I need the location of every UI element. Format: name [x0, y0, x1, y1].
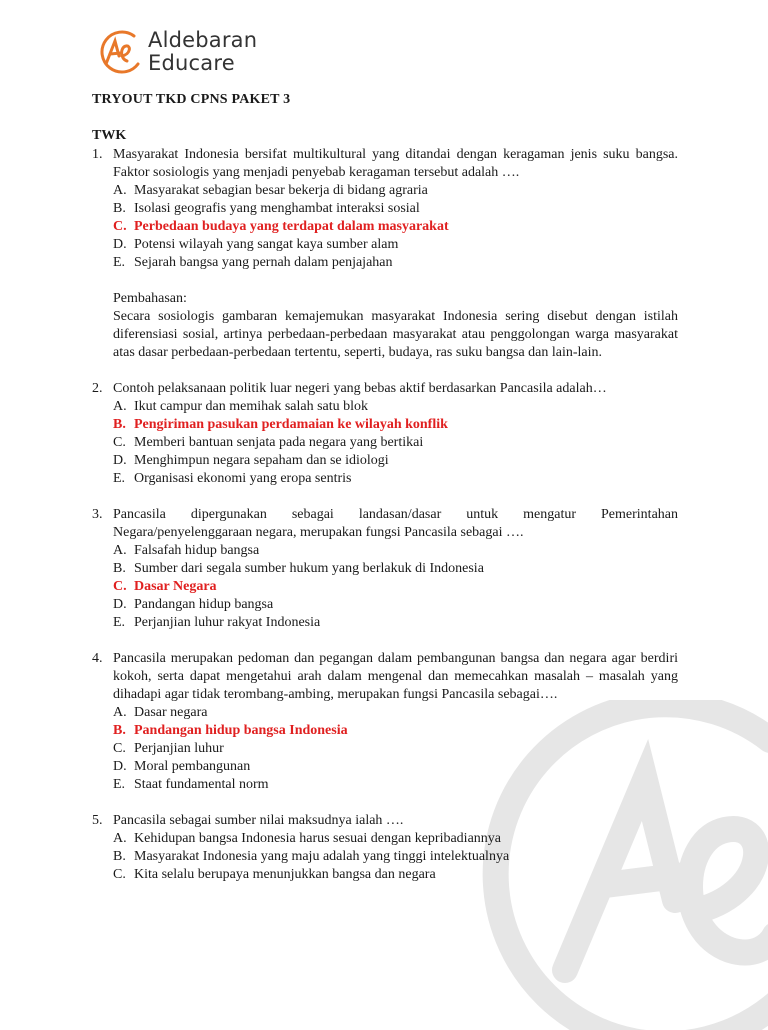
question-block	[92, 650, 678, 794]
option-text: Staat fundamental norm	[134, 777, 269, 792]
spacer	[92, 488, 678, 506]
option-text: Masyarakat sebagian besar bekerja di bidang agraria	[134, 183, 428, 198]
answer-option	[92, 452, 678, 470]
brand-line-1: Aldebaran	[148, 28, 258, 52]
question-text: 4. Pancasila merupakan pedoman dan pegangan dalam pembangunan bangsa dan negara agar berdiri kokoh, serta dapat mengetahui arah dalam mengenal dan memecahkan masalah – masalah yang dihadapi agar tidak terombang-ambing, merupakan fungsi Pancasila sebagai….	[92, 651, 678, 702]
brand-line-2: Educare	[148, 51, 235, 75]
option-list	[92, 542, 678, 632]
option-letter: D.	[113, 597, 127, 612]
option-list	[92, 830, 678, 884]
option-letter: A.	[113, 183, 127, 198]
question-text: 5. Pancasila sebagai sumber nilai maksudnya ialah ….	[92, 813, 404, 828]
option-letter: A.	[113, 705, 127, 720]
answer-option	[92, 542, 678, 560]
option-text: Pandangan hidup bangsa	[134, 597, 274, 612]
option-list	[92, 398, 678, 488]
option-text: Sejarah bangsa yang pernah dalam penjajahan	[134, 255, 393, 270]
question-block	[92, 380, 678, 488]
option-text: Memberi bantuan senjata pada negara yang bertikai	[134, 435, 424, 450]
answer-option	[92, 434, 678, 452]
question-block	[92, 506, 678, 632]
answer-option	[92, 560, 678, 578]
question-block	[92, 146, 678, 362]
option-text: Dasar negara	[134, 705, 208, 720]
option-letter: B.	[113, 417, 126, 432]
question-block	[92, 812, 678, 884]
answer-option	[92, 830, 678, 848]
option-letter: A.	[113, 543, 127, 558]
option-letter: D.	[113, 237, 127, 252]
answer-option	[92, 596, 678, 614]
option-text: Potensi wilayah yang sangat kaya sumber alam	[134, 237, 399, 252]
correct-answer-option	[92, 578, 678, 596]
correct-answer-option	[92, 416, 678, 434]
option-letter: E.	[113, 255, 126, 270]
question-number: 1.	[92, 147, 103, 162]
answer-option	[92, 200, 678, 218]
option-letter: B.	[113, 849, 126, 864]
discussion-text: Secara sosiologis gambaran kemajemukan masyarakat Indonesia sering disebut dengan istilah diferensiasi sosial, artinya perbedaan-perbedaan masyarakat atau penggolongan warga masyarakat atas dasar perbedaan-perbedaan tertentu, seperti, budaya, ras suku bangsa dan lain-lain.	[113, 309, 678, 360]
answer-option	[92, 254, 678, 272]
option-letter: C.	[113, 579, 127, 594]
answer-option	[92, 758, 678, 776]
question-number: 2.	[92, 381, 103, 396]
answer-option	[92, 866, 678, 884]
option-text: Perjanjian luhur rakyat Indonesia	[134, 615, 321, 630]
question-list	[92, 146, 678, 884]
option-list	[92, 182, 678, 272]
option-letter: E.	[113, 777, 126, 792]
option-text: Perjanjian luhur	[134, 741, 224, 756]
question-number: 3.	[92, 507, 103, 522]
option-text: Kita selalu berupaya menunjukkan bangsa dan negara	[134, 867, 436, 882]
question-text: 2. Contoh pelaksanaan politik luar negeri yang bebas aktif berdasarkan Pancasila adalah…	[92, 381, 607, 396]
answer-option	[92, 848, 678, 866]
spacer	[92, 794, 678, 812]
option-text: Menghimpun negara sepaham dan se idiologi	[134, 453, 389, 468]
answer-option	[92, 740, 678, 758]
answer-option	[92, 236, 678, 254]
option-text: Ikut campur dan memihak salah satu blok	[134, 399, 369, 414]
correct-answer-option	[92, 722, 678, 740]
option-letter: C.	[113, 219, 127, 234]
answer-option	[92, 704, 678, 722]
brand-name	[148, 29, 257, 75]
answer-option	[92, 614, 678, 632]
correct-answer-option	[92, 218, 678, 236]
option-text: Moral pembangunan	[134, 759, 251, 774]
option-letter: A.	[113, 399, 127, 414]
question-text: 1. Masyarakat Indonesia bersifat multikultural yang ditandai dengan keragaman jenis suku bangsa. Faktor sosiologis yang menjadi penyebab keragaman tersebut adalah ….	[92, 147, 678, 180]
answer-option	[92, 182, 678, 200]
option-text: Pengiriman pasukan perdamaian ke wilayah konflik	[134, 417, 448, 432]
option-text: Organisasi ekonomi yang eropa sentris	[134, 471, 352, 486]
question-number: 4.	[92, 651, 103, 666]
option-letter: E.	[113, 471, 126, 486]
section-heading: TWK	[92, 128, 127, 143]
aldebaran-logo-icon	[94, 28, 142, 76]
option-letter: A.	[113, 831, 127, 846]
option-text: Sumber dari segala sumber hukum yang berlakuk di Indonesia	[134, 561, 484, 576]
question-number: 5.	[92, 813, 103, 828]
option-letter: B.	[113, 201, 126, 216]
answer-option	[92, 776, 678, 794]
option-list	[92, 704, 678, 794]
option-text: Pandangan hidup bangsa Indonesia	[134, 723, 348, 738]
option-letter: E.	[113, 615, 126, 630]
option-letter: C.	[113, 435, 126, 450]
option-text: Falsafah hidup bangsa	[134, 543, 260, 558]
option-letter: C.	[113, 741, 126, 756]
document-title: TRYOUT TKD CPNS PAKET 3	[92, 92, 291, 107]
answer-option	[92, 398, 678, 416]
option-letter: C.	[113, 867, 126, 882]
question-text: 3. Pancasila dipergunakan sebagai landasan/dasar untuk mengatur Pemerintahan Negara/penyelenggaraan negara, merupakan fungsi Pancasila sebagai ….	[92, 507, 678, 540]
option-text: Kehidupan bangsa Indonesia harus sesuai dengan kepribadiannya	[134, 831, 501, 846]
discussion-block	[92, 290, 678, 362]
spacer	[92, 632, 678, 650]
option-letter: D.	[113, 453, 127, 468]
option-text: Masyarakat Indonesia yang maju adalah yang tinggi intelektualnya	[134, 849, 510, 864]
discussion-label: Pembahasan:	[113, 291, 187, 306]
answer-option	[92, 470, 678, 488]
option-text: Perbedaan budaya yang terdapat dalam masyarakat	[134, 219, 449, 234]
brand-logo	[94, 26, 257, 78]
spacer	[92, 362, 678, 380]
option-letter: B.	[113, 723, 126, 738]
option-text: Dasar Negara	[134, 579, 217, 594]
option-letter: D.	[113, 759, 127, 774]
option-letter: B.	[113, 561, 126, 576]
option-text: Isolasi geografis yang menghambat interaksi sosial	[134, 201, 420, 216]
